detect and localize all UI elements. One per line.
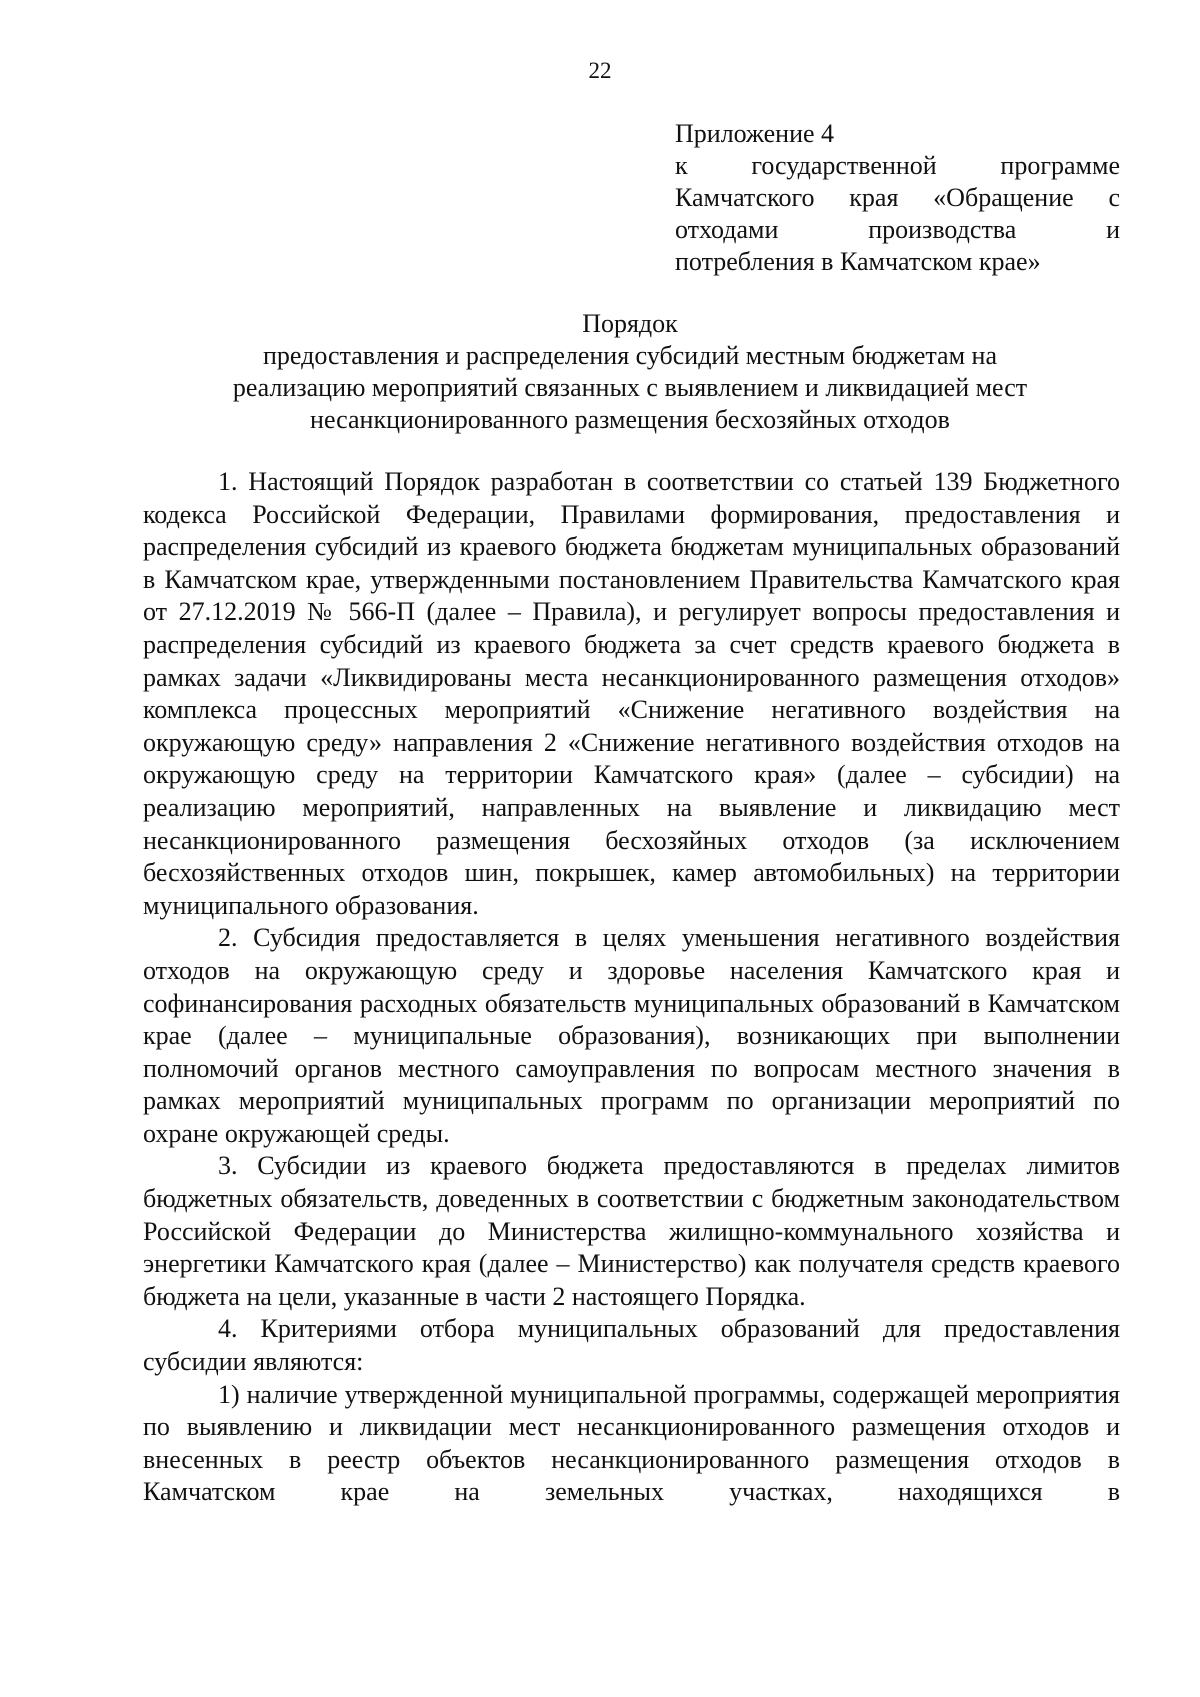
appendix-line: потребления в Камчатском крае» — [675, 247, 1041, 276]
appendix-line: Приложение 4 — [675, 119, 835, 148]
appendix-line: отходами производства и — [675, 215, 1120, 244]
paragraph-4: 4. Критериями отбора муниципальных образований для предоставления субсидии являются: — [143, 1314, 1120, 1377]
document-body — [143, 466, 1120, 1509]
document-title — [140, 308, 1120, 436]
title-line: Порядок — [582, 309, 678, 338]
title-line: предоставления и распределения субсидий местным бюджетам на — [263, 341, 997, 370]
paragraph-3: 3. Субсидии из краевого бюджета предоставляются в пределах лимитов бюджетных обязательств, доведенных в соответствии с бюджетным законодательством Российской Федерации до Министерства жилищно-коммунального хозяйства и энергетики Камчатского края (далее – Министерство) как получателя средств краевого бюджета на цели, указанные в части 2 настоящего Порядка. — [143, 1151, 1120, 1311]
title-line: реализацию мероприятий связанных с выявлением и ликвидацией мест — [232, 373, 1028, 402]
title-line: несанкционированного размещения бесхозяйных отходов — [310, 405, 950, 434]
paragraph-2: 2. Субсидия предоставляется в целях уменьшения негативного воздействия отходов на окружающую среду и здоровье населения Камчатского края и софинансирования расходных обязательств муниципальных образований в Камчатском крае (далее – муниципальные образования), возникающих при выполнении полномочий органов местного самоуправления по вопросам местного значения в рамках мероприятий муниципальных программ по организации мероприятий по охране окружающей среды. — [143, 923, 1120, 1148]
appendix-line: Камчатского края «Обращение с — [675, 183, 1120, 212]
appendix-line: к государственной программе — [675, 151, 1120, 180]
page-number: 22 — [588, 58, 612, 83]
paragraph-1: 1. Настоящий Порядок разработан в соответствии со статьей 139 Бюджетного кодекса Российской Федерации, Правилами формирования, предоставления и распределения субсидий из краевого бюджета бюджетам муниципальных образований в Камчатском крае, утвержденными постановлением Правительства Камчатского края от 27.12.2019 № 566-П (далее – Правила), и регулирует вопросы предоставления и распределения субсидий из краевого бюджета за счет средств краевого бюджета в рамках задачи «Ликвидированы места несанкционированного размещения отходов» комплекса процессных мероприятий «Снижение негативного воздействия на окружающую среду» направления 2 «Снижение негативного воздействия отходов на окружающую среду на территории Камчатского края» (далее – субсидии) на реализацию мероприятий, направленных на выявление и ликвидацию мест несанкционированного размещения бесхозяйных отходов (за исключением бесхозяйственных отходов шин, покрышек, камер автомобильных) на территории муниципального образования. — [143, 467, 1120, 920]
appendix-header — [675, 118, 1120, 278]
paragraph-5: 1) наличие утвержденной муниципальной программы, содержащей мероприятия по выявлению и ликвидации мест несанкционированного размещения отходов и внесенных в реестр объектов несанкционированного размещения отходов в Камчатском крае на земельных участках, находящихся в — [143, 1379, 1120, 1507]
